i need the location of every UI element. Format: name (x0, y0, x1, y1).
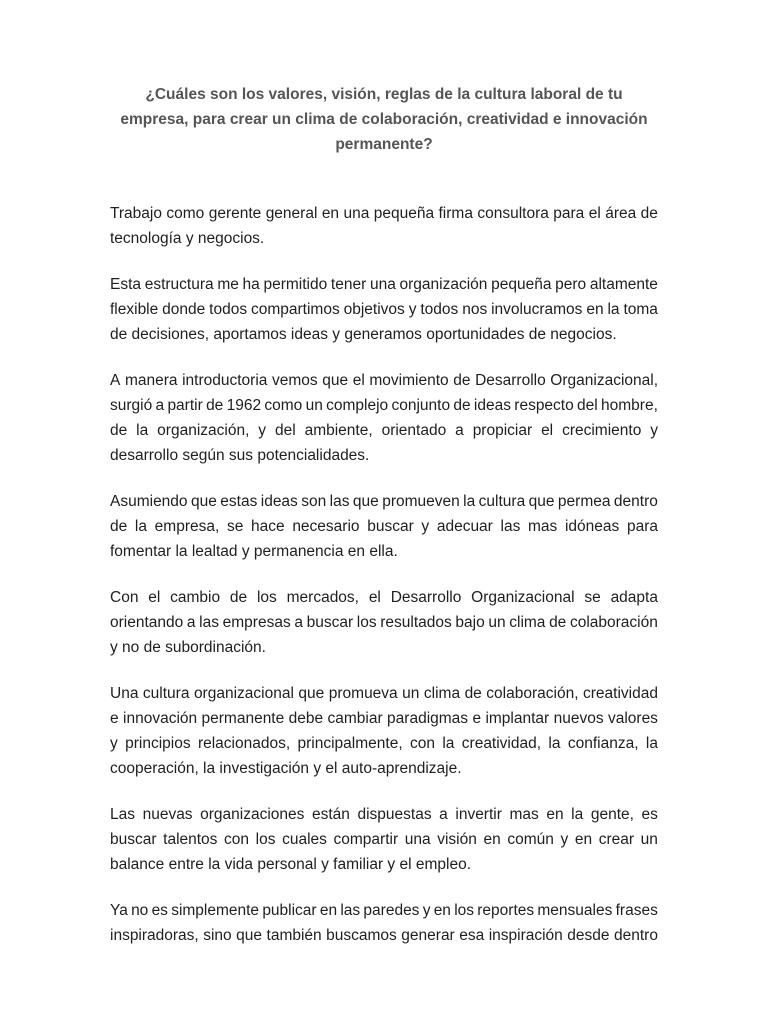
text-line: tecnología y negocios. (110, 230, 265, 247)
paragraph (110, 681, 658, 781)
text-line: Las nuevas organizaciones están dispuestas a invertir mas en la gente, es (110, 806, 658, 823)
paragraph (110, 201, 658, 251)
paragraph (110, 585, 658, 660)
text-line: Trabajo como gerente general en una pequeña firma consultora para el área de (110, 205, 658, 222)
text-line: y no de subordinación. (110, 639, 266, 656)
document-body (110, 201, 658, 969)
text-line: de la organización, y del ambiente, orientado a propiciar el crecimiento y (110, 422, 658, 439)
text-line: flexible donde todos compartimos objetivos y todos nos involucramos en la toma (110, 301, 658, 318)
text-line: balance entre la vida personal y familiar y el empleo. (110, 856, 471, 873)
paragraph (110, 368, 658, 468)
text-line: Ya no es simplemente publicar en las paredes y en los reportes mensuales frases (110, 902, 658, 919)
text-line: buscar talentos con los cuales compartir una visión en común y en crear un (110, 831, 658, 848)
text-line: orientando a las empresas a buscar los resultados bajo un clima de colaboración (110, 614, 658, 631)
text-line: de decisiones, aportamos ideas y generamos oportunidades de negocios. (110, 326, 617, 343)
text-line: de la empresa, se hace necesario buscar y adecuar las mas idóneas para (110, 518, 658, 535)
paragraph (110, 898, 658, 948)
text-line: cooperación, la investigación y el auto-aprendizaje. (110, 760, 462, 777)
text-line: Con el cambio de los mercados, el Desarrollo Organizacional se adapta (110, 589, 658, 606)
document-title (100, 82, 668, 157)
text-line: inspiradoras, sino que también buscamos generar esa inspiración desde dentro (110, 927, 658, 944)
title-line: ¿Cuáles son los valores, visión, reglas de la cultura laboral de tu (145, 86, 623, 103)
text-line: Asumiendo que estas ideas son las que promueven la cultura que permea dentro (110, 493, 658, 510)
title-line: permanente? (335, 136, 433, 153)
text-line: Una cultura organizacional que promueva un clima de colaboración, creatividad (110, 685, 658, 702)
text-line: Esta estructura me ha permitido tener una organización pequeña pero altamente (110, 276, 658, 293)
text-line: fomentar la lealtad y permanencia en ella. (110, 543, 398, 560)
title-line: empresa, para crear un clima de colaboración, creatividad e innovación (120, 111, 648, 128)
paragraph (110, 272, 658, 347)
text-line: e innovación permanente debe cambiar paradigmas e implantar nuevos valores (110, 710, 658, 727)
text-line: A manera introductoria vemos que el movimiento de Desarrollo Organizacional, (110, 372, 658, 389)
paragraph (110, 802, 658, 877)
paragraph (110, 489, 658, 564)
text-line: desarrollo según sus potencialidades. (110, 447, 370, 464)
text-line: surgió a partir de 1962 como un complejo conjunto de ideas respecto del hombre, (110, 397, 658, 414)
text-line: y principios relacionados, principalmente, con la creatividad, la confianza, la (110, 735, 658, 752)
